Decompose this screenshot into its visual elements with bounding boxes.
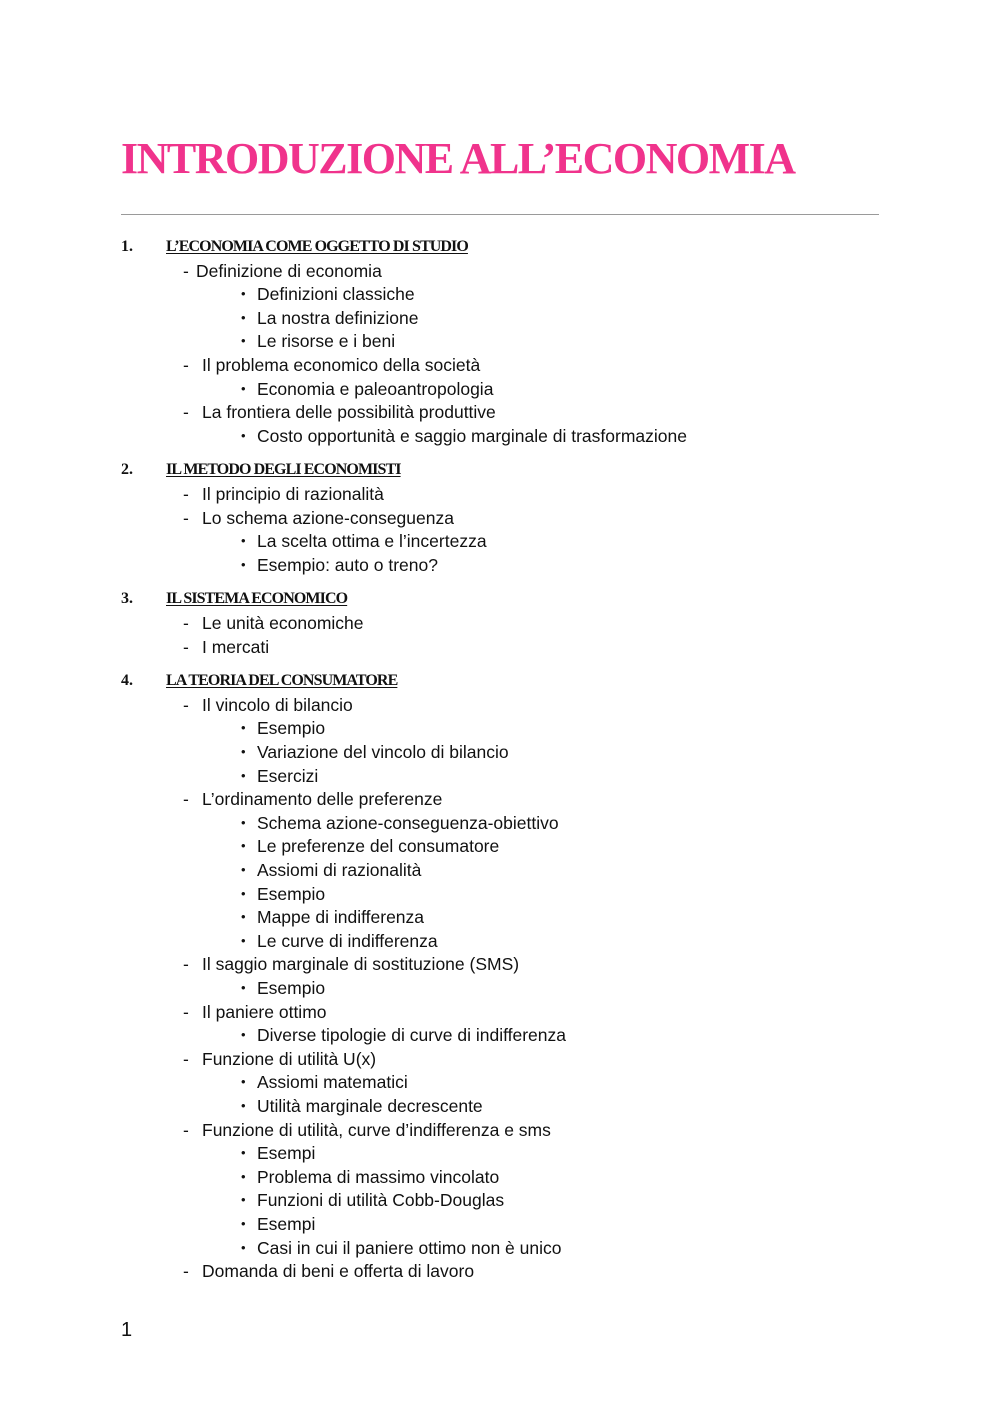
- section-number: 2.: [121, 461, 133, 479]
- bullet-icon: •: [241, 333, 246, 349]
- bullet-icon: •: [241, 1239, 246, 1255]
- bullet-icon: •: [241, 1168, 246, 1184]
- dash-marker: -: [183, 402, 189, 423]
- bullet-icon: •: [241, 814, 246, 830]
- toc-item-label: Definizione di economia: [196, 260, 382, 281]
- dash-marker: -: [183, 1261, 189, 1282]
- bullet-icon: •: [241, 286, 246, 302]
- toc-subitem-label: Utilità marginale decrescente: [257, 1096, 483, 1116]
- bullet-icon: •: [241, 932, 246, 948]
- toc-item-label: Il vincolo di bilancio: [202, 694, 353, 715]
- toc-subitem-label: Esercizi: [257, 765, 319, 786]
- toc-item-label: Il saggio marginale di sostituzione (SMS): [202, 954, 520, 975]
- toc-subitem-label: Assiomi di razionalità: [257, 860, 422, 880]
- dash-marker: -: [183, 355, 189, 375]
- toc-item-label: Domanda di beni e offerta di lavoro: [202, 1261, 475, 1282]
- bullet-icon: •: [241, 1216, 246, 1231]
- dash-marker: -: [183, 260, 189, 281]
- section-title: LA TEORIA DEL CONSUMATORE: [166, 672, 398, 690]
- dash-marker: -: [183, 1001, 189, 1022]
- toc-subitem-label: Le curve di indifferenza: [257, 930, 438, 951]
- toc-item-label: Lo schema azione-conseguenza: [202, 507, 454, 528]
- section-number: 1.: [121, 238, 133, 255]
- toc-subitem-label: Diverse tipologie di curve di indifferenza: [257, 1025, 567, 1046]
- toc-subitem-label: Funzioni di utilità Cobb-Douglas: [257, 1190, 505, 1211]
- toc-subitem-label: Variazione del vincolo di bilancio: [257, 742, 509, 762]
- toc-subitem-label: Esempi: [257, 1214, 316, 1234]
- toc-subitem-label: Esempio: [257, 978, 326, 998]
- bullet-icon: •: [241, 309, 246, 325]
- bullet-icon: •: [241, 838, 246, 854]
- dash-marker: -: [183, 613, 189, 633]
- toc-subitem-label: Le risorse e i beni: [257, 331, 396, 352]
- toc-item-label: Il paniere ottimo: [202, 1001, 327, 1022]
- page-number: 1: [121, 1319, 133, 1341]
- bullet-icon: •: [241, 1192, 246, 1208]
- bullet-icon: •: [241, 909, 246, 925]
- toc-subitem-label: Assiomi matematici: [257, 1072, 408, 1093]
- toc-item-label: Funzione di utilità U(x): [202, 1048, 377, 1069]
- bullet-icon: •: [241, 862, 246, 877]
- toc-subitem-label: La nostra definizione: [257, 307, 419, 328]
- bullet-icon: •: [241, 885, 246, 901]
- toc-subitem-label: Schema azione-conseguenza-obiettivo: [257, 812, 559, 833]
- section-number: 3.: [121, 590, 133, 608]
- page-title: INTRODUZIONE ALL’ECONOMIA: [121, 134, 795, 183]
- dash-marker: -: [183, 1119, 189, 1140]
- dash-marker: -: [183, 789, 189, 810]
- toc-subitem-label: Esempio: auto o treno?: [257, 554, 438, 575]
- bullet-icon: •: [241, 1098, 246, 1113]
- bullet-icon: •: [241, 533, 246, 549]
- bullet-icon: •: [241, 1145, 246, 1161]
- toc-subitem-label: Problema di massimo vincolato: [257, 1166, 500, 1187]
- toc-item-label: Funzione di utilità, curve d’indifferenza e sms: [202, 1119, 551, 1140]
- dash-marker: -: [183, 1048, 189, 1069]
- toc-subitem-label: Economia e paleoantropologia: [257, 378, 494, 399]
- dash-marker: -: [183, 636, 189, 657]
- dash-marker: -: [183, 507, 189, 528]
- section-number: 4.: [121, 672, 133, 690]
- bullet-icon: •: [241, 720, 246, 736]
- toc-item-label: L’ordinamento delle preferenze: [202, 789, 443, 810]
- dash-marker: -: [183, 954, 189, 975]
- bullet-icon: •: [241, 980, 246, 995]
- toc-subitem-label: Casi in cui il paniere ottimo non è unico: [257, 1237, 562, 1258]
- section-title: L’ECONOMIA COME OGGETTO DI STUDIO: [166, 238, 468, 255]
- section-title: IL SISTEMA ECONOMICO: [166, 590, 348, 608]
- toc-subitem-label: Le preferenze del consumatore: [257, 836, 500, 857]
- toc-item-label: Il problema economico della società: [202, 355, 481, 375]
- title-divider: [121, 214, 879, 215]
- toc-subitem-label: Mappe di indifferenza: [257, 907, 425, 928]
- toc-subitem-label: Esempi: [257, 1143, 316, 1164]
- toc-subitem-label: Definizioni classiche: [257, 284, 415, 305]
- dash-marker: -: [183, 694, 189, 715]
- section-title: IL METODO DEGLI ECONOMISTI: [166, 461, 401, 479]
- toc-item-label: Le unità economiche: [202, 613, 364, 633]
- dash-marker: -: [183, 484, 189, 504]
- toc-item-label: La frontiera delle possibilità produttive: [202, 402, 496, 423]
- toc-subitem-label: La scelta ottima e l’incertezza: [257, 531, 487, 552]
- bullet-icon: •: [241, 1074, 246, 1090]
- bullet-icon: •: [241, 744, 246, 759]
- bullet-icon: •: [241, 380, 246, 396]
- toc-item-label: Il principio di razionalità: [202, 484, 384, 504]
- toc-item-label: I mercati: [202, 636, 270, 657]
- toc-subitem-label: Esempio: [257, 718, 326, 739]
- bullet-icon: •: [241, 1027, 246, 1043]
- toc-subitem-label: Esempio: [257, 883, 326, 904]
- bullet-icon: •: [241, 427, 246, 443]
- toc-subitem-label: Costo opportunità e saggio marginale di trasformazione: [257, 425, 687, 446]
- bullet-icon: •: [241, 556, 246, 572]
- bullet-icon: •: [241, 767, 246, 783]
